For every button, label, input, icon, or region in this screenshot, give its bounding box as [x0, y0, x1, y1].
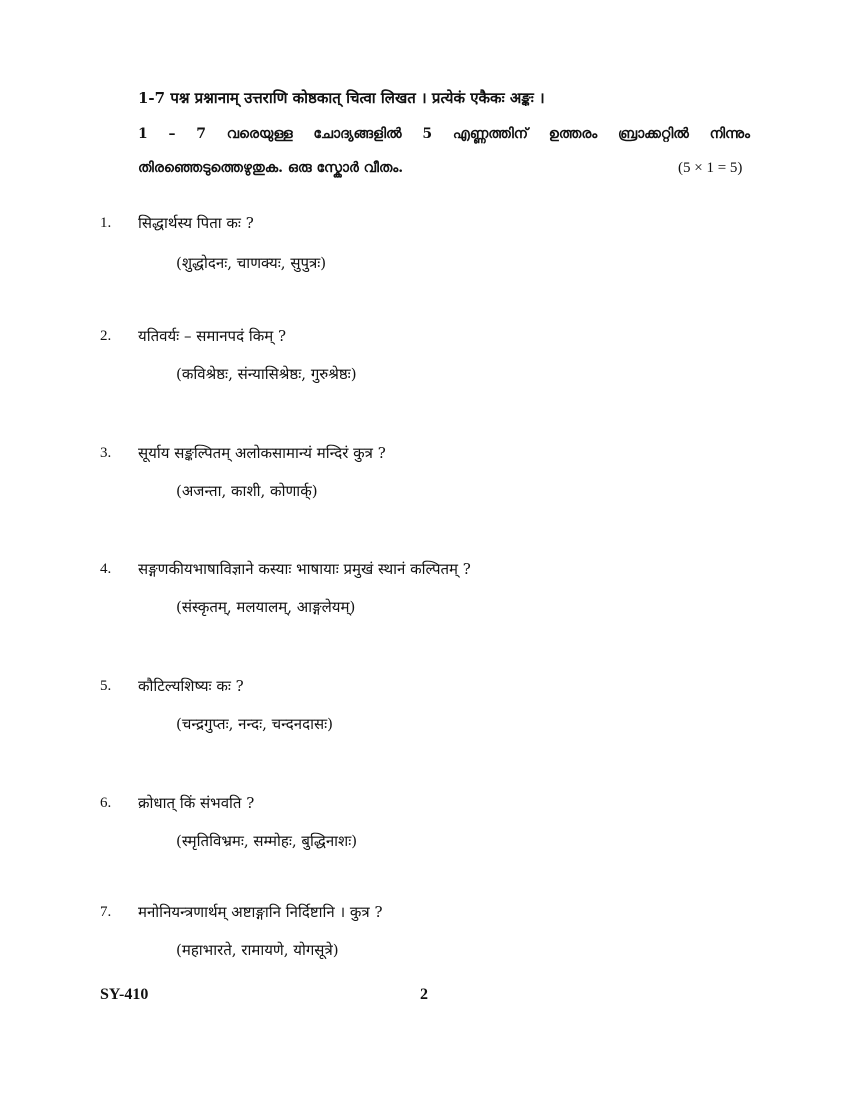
question-text: यतिवर्यः – समानपदं किम् ?: [138, 327, 287, 345]
question-number: 3.: [100, 445, 112, 461]
question-number: 7.: [100, 904, 112, 920]
question-number: 5.: [100, 678, 112, 694]
question-options: (शुद्धोदनः, चाणक्यः, सुपुत्रः): [176, 254, 327, 272]
question-text: क्रोधात् किं संभवति ?: [138, 794, 255, 812]
question-number: 4.: [100, 561, 112, 577]
paper-code: SY-410: [100, 986, 149, 1003]
question-text: मनोनियन्त्रणार्थम् अष्टाङ्गानि निर्दिष्टानि । कुत्र ?: [138, 903, 383, 921]
question-text: कौटिल्यशिष्यः कः ?: [138, 677, 244, 695]
question-options: (कविश्रेष्ठः, संन्यासिश्रेष्ठः, गुरुश्रेष्ठः): [176, 365, 357, 383]
instruction-malayalam-line1: 1 – 7 വരെയുള്ള ചോദ്യങ്ങളിൽ 5 എണ്ണത്തിന് ഉത്തരം ബ്രാക്കറ്റിൽ നിന്നും: [138, 126, 750, 142]
question-options: (अजन्ता, काशी, कोणार्क्): [176, 482, 318, 500]
question-number: 2.: [100, 328, 112, 344]
question-text: सङ्गणकीयभाषाविज्ञाने कस्याः भाषायाः प्रमुखं स्थानं कल्पितम् ?: [138, 560, 471, 578]
instruction-sanskrit: 1-7 पश्न प्रश्नानाम् उत्तराणि कोष्ठकात् चित्वा लिखत । प्रत्येकं एकैकः अङ्कः ।: [138, 89, 545, 107]
question-options: (महाभारते, रामायणे, योगसूत्रे): [176, 941, 339, 959]
question-options: (स्मृतिविभ्रमः, सम्मोहः, बुद्धिनाशः): [176, 832, 358, 850]
marks-allocation: (5 × 1 = 5): [678, 160, 743, 176]
question-number: 1.: [100, 215, 112, 231]
question-number: 6.: [100, 795, 112, 811]
question-text: सिद्धार्थस्य पिता कः ?: [138, 214, 254, 232]
question-options: (चन्द्रगुप्तः, नन्दः, चन्दनदासः): [176, 715, 333, 733]
question-text: सूर्याय सङ्कल्पितम् अलोकसामान्यं मन्दिरं कुत्र ?: [138, 444, 386, 462]
instruction-malayalam-line2: തിരഞ്ഞെടുത്തെഴുതുക. ഒരു സ്കോർ വീതം.: [138, 160, 404, 176]
page-number: 2: [420, 986, 428, 1003]
question-options: (संस्कृतम्, मलयालम्, आङ्गलेयम्): [176, 598, 356, 616]
